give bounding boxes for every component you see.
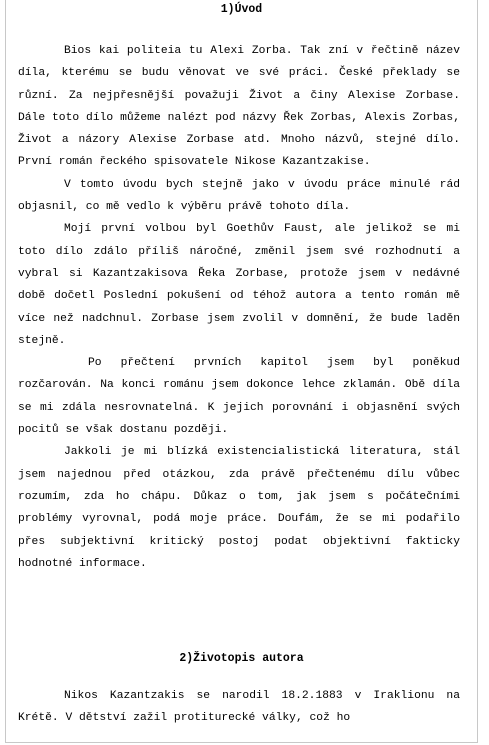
section-body-zivotopis bbox=[18, 685, 460, 730]
paragraph: Jakkoli je mi blízká existencialistická literatura, stál jsem najednou před otázkou, zda právě přečtenému dílu vůbec rozumím, zda ho chápu. Důkaz o tom, jak jsem s počátečními problémy vyrovnal, podá moje práce. Doufám, že se mi podařilo přes subjektivní kritický postoj podat objektivní fakticky hodnotné informace. bbox=[18, 446, 460, 570]
paragraph: Nikos Kazantzakis se narodil 18.2.1883 v Iraklionu na Krétě. V dětství zažil protiturecké války, což ho bbox=[18, 690, 460, 725]
paragraph: Mojí první volbou byl Goethův Faust, ale jelikož se mi toto dílo zdálo příliš náročné, změnil jsem své rozhodnutí a vybral si Kazantzakisova Řeka Zorbase, protože jsem v nedávné době dočetl Poslední pokušení od téhož autora a tento román mě více než nadchnul. Zorbase jsem zvolil v domnění, že bude laděn stejně. bbox=[18, 223, 460, 347]
section-heading-zivotopis: 2)Životopis autora bbox=[179, 652, 304, 665]
paragraph: V tomto úvodu bych stejně jako v úvodu práce minulé rád objasnil, co mě vedlo k výběru právě tohoto díla. bbox=[18, 178, 460, 214]
document-page bbox=[5, 0, 478, 743]
paragraph: Po přečtení prvních kapitol jsem byl poněkud rozčarován. Na konci románu jsem dokonce lehce zklamán. Obě díla se mi zdála nesrovnatelná. K jejich porovnání i objasnění svých pocitů se však dostanu později. bbox=[18, 357, 460, 437]
section-body-uvod bbox=[18, 40, 460, 575]
paragraph: Bios kai politeia tu Alexi Zorba. Tak zní v řečtině název díla, kterému se budu věnovat ve své práci. České překlady se různí. Za nejpřesnější považuji Život a činy Alexise Zorbase. Dále toto dílo můžeme nalézt pod názvy Řek Zorbas, Alexis Zorbas, Život a názory Alexise Zorbase atd. Mnoho názvů, stejné dílo. První román řeckého spisovatele Nikose Kazantzakise. bbox=[18, 45, 460, 169]
section-heading-uvod: 1)Úvod bbox=[220, 3, 263, 16]
